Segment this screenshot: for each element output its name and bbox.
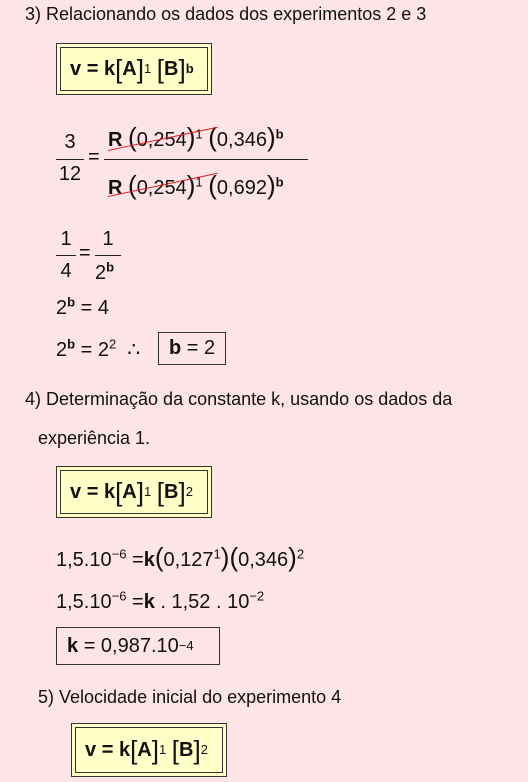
order-b: b bbox=[275, 126, 284, 142]
constant-r: R bbox=[108, 129, 123, 151]
concentration-b: 0,346 bbox=[216, 129, 267, 151]
rate-law-box-3: v = k [ A ] 1 [ B ] b bbox=[56, 43, 212, 95]
section-4-heading-cont: experiência 1. bbox=[38, 428, 151, 448]
order-a: 1 bbox=[195, 126, 203, 142]
lhs: 1,5.10 bbox=[56, 549, 112, 571]
rate-k: k bbox=[143, 591, 155, 613]
exponent: 2 bbox=[109, 336, 117, 352]
simplified-num-right: 1 bbox=[102, 228, 114, 250]
rate-k: k bbox=[118, 738, 131, 761]
species-a: A bbox=[122, 480, 137, 503]
section-3-heading: 3) Relacionando os dados dos experimentos 2 e 3 bbox=[25, 4, 427, 24]
lhs: 1,5.10 bbox=[56, 591, 112, 613]
constant-r: R bbox=[108, 177, 123, 199]
section-4-heading: 4) Determinação da constante k, usando os dados da bbox=[25, 389, 453, 409]
simplified-den-right bbox=[95, 259, 125, 285]
species-b: B bbox=[179, 738, 194, 761]
rate-v: v bbox=[85, 738, 97, 761]
exponent: b bbox=[67, 294, 76, 310]
base: 2 bbox=[56, 297, 68, 319]
result-value: = 0,987.10 bbox=[83, 634, 179, 657]
rate-law-box-4: v = k [ A ] 1 [ B ] 2 bbox=[56, 466, 212, 518]
concentration-a: 0,254 bbox=[136, 177, 187, 199]
exponent: −2 bbox=[249, 588, 265, 604]
equals-sign: = bbox=[101, 738, 114, 761]
ratio-lhs-numerator: 3 bbox=[64, 131, 76, 153]
base: 2 bbox=[56, 339, 68, 361]
concentration-a: 0,254 bbox=[136, 129, 187, 151]
rate-v: v bbox=[70, 57, 82, 80]
rate-k: k bbox=[103, 480, 116, 503]
base: 2 bbox=[97, 339, 110, 361]
fraction-bar bbox=[56, 255, 76, 256]
exponent: b bbox=[106, 259, 115, 275]
species-b: B bbox=[164, 480, 179, 503]
fraction-bar bbox=[104, 159, 308, 160]
base: 2 bbox=[95, 262, 107, 284]
result-k-box: k = 0,987.10 −4 bbox=[56, 627, 220, 665]
fraction-bar bbox=[56, 159, 84, 160]
ratio-equals: = bbox=[88, 146, 100, 168]
equation-2b-equals-4 bbox=[56, 294, 109, 320]
exponent: 2 bbox=[296, 546, 305, 562]
order-b: b bbox=[275, 174, 284, 190]
ratio-lhs-denominator: 12 bbox=[58, 163, 82, 185]
result-var: k bbox=[67, 634, 79, 657]
result-b-box bbox=[158, 332, 226, 365]
equals-sign: = bbox=[86, 57, 99, 80]
species-a: A bbox=[137, 738, 152, 761]
ratio-denominator: R $(0,254)^1$ $(0,692)^b$ bbox=[108, 170, 284, 200]
simplified-den-left: 4 bbox=[60, 260, 72, 282]
simplified-num-left: 1 bbox=[60, 228, 72, 250]
result-var: b bbox=[169, 337, 182, 359]
result-value: = 2 bbox=[186, 337, 216, 359]
k-equation-1: $1,5.10^{-6} =k(0,127^1)(0,346)^2$ bbox=[56, 542, 305, 572]
rate-law-box-5: v = k [ A ] 1 [ B ] 2 bbox=[71, 723, 227, 777]
concentration-b: 0,692 bbox=[216, 177, 267, 199]
concentration-b: 0,346 bbox=[238, 549, 289, 571]
equals-sign: = bbox=[132, 591, 144, 613]
therefore-symbol: ∴ bbox=[127, 339, 141, 361]
concentration-a: 0,127 bbox=[163, 549, 214, 571]
rhs: = 4 bbox=[80, 297, 109, 319]
simplified-equals: = bbox=[79, 242, 91, 264]
fraction-bar bbox=[95, 255, 121, 256]
k-equation-2 bbox=[56, 588, 265, 614]
order-a: 1 bbox=[195, 174, 203, 190]
ratio-numerator: R $(0,254)^1$ $(0,346)^b$ bbox=[108, 122, 284, 152]
rate-k: k bbox=[143, 549, 155, 571]
equals-sign: = bbox=[132, 549, 144, 571]
rate-k: k bbox=[103, 57, 116, 80]
exponent: −6 bbox=[111, 588, 127, 604]
exponent: b bbox=[67, 336, 76, 352]
rate-v: v bbox=[70, 480, 82, 503]
section-5-heading: 5) Velocidade inicial do experimento 4 bbox=[38, 687, 342, 707]
equals-sign: = bbox=[80, 339, 93, 361]
product: . 1,52 . 10 bbox=[154, 591, 250, 613]
exponent: 1 bbox=[213, 546, 221, 562]
exponent: −6 bbox=[111, 546, 127, 562]
species-a: A bbox=[122, 57, 137, 80]
species-b: B bbox=[164, 57, 179, 80]
equation-2b-equals-2-2 bbox=[56, 337, 140, 362]
equals-sign: = bbox=[86, 480, 99, 503]
